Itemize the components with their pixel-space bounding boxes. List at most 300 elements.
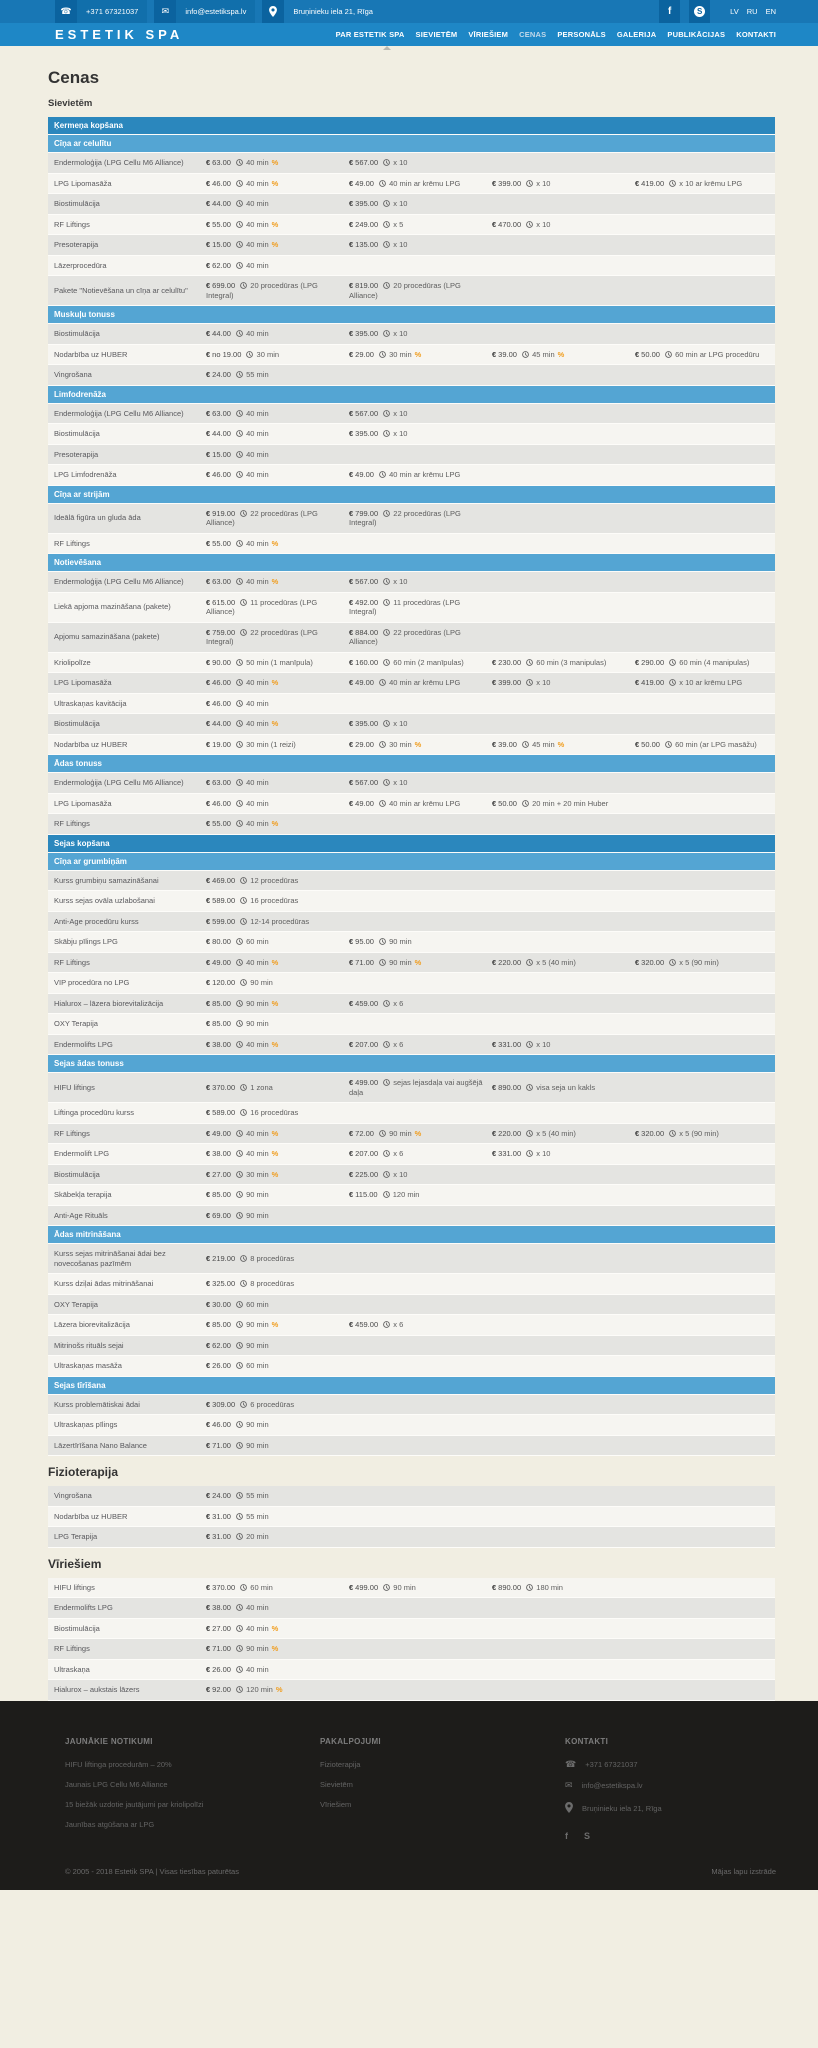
price-value: 890.00 xyxy=(498,1082,524,1092)
price-value: 290.00 xyxy=(641,657,667,667)
price-value: 567.00 xyxy=(355,577,381,586)
price-cell xyxy=(492,1035,635,1055)
euro-icon: € xyxy=(206,627,211,637)
price-info: 90 min xyxy=(387,1128,412,1138)
euro-icon: € xyxy=(349,1582,354,1592)
price-cell xyxy=(492,994,635,1014)
table-row xyxy=(48,953,775,974)
euro-icon: € xyxy=(349,470,354,479)
euro-icon: € xyxy=(206,1664,211,1674)
discount-icon: % xyxy=(557,739,565,749)
service-name: Biostimulācija xyxy=(54,429,100,438)
euro-icon: € xyxy=(206,916,211,926)
nav-item-cenas[interactable]: CENAS xyxy=(519,30,547,39)
price-cell xyxy=(492,256,635,276)
price-info: 12 procedūras xyxy=(248,875,299,885)
discount-icon: % xyxy=(271,1169,279,1179)
service-name: Endermoloģija (LPG Cellu M6 Alliance) xyxy=(54,577,184,586)
price-cell xyxy=(492,194,635,214)
euro-icon: € xyxy=(635,957,640,967)
euro-icon: € xyxy=(206,370,211,379)
price-cell xyxy=(492,365,635,385)
price-cell xyxy=(206,1206,349,1226)
clock-icon xyxy=(236,471,243,478)
footer-service-link[interactable]: Fizioterapija xyxy=(320,1759,361,1769)
clock-icon xyxy=(379,959,386,966)
price-cell xyxy=(349,174,492,194)
price-cell xyxy=(635,1185,775,1205)
euro-icon: € xyxy=(492,657,497,667)
price-cell xyxy=(635,256,775,276)
clock-icon xyxy=(236,241,243,248)
nav-item-publik-cijas[interactable]: PUBLIKĀCIJAS xyxy=(667,30,726,39)
clock-icon xyxy=(240,1084,247,1091)
price-cell xyxy=(635,1124,775,1144)
price-info: 60 min (2 manīpulas) xyxy=(391,657,464,667)
euro-icon: € xyxy=(635,657,640,667)
clock-icon xyxy=(383,221,390,228)
nav-item-v-rie-iem[interactable]: VĪRIEŠIEM xyxy=(468,30,509,39)
envelope-icon: ✉ xyxy=(565,1780,573,1791)
clock-icon xyxy=(383,1584,390,1591)
price-cell xyxy=(349,1598,492,1618)
service-name: Kurss grumbiņu samazināšanai xyxy=(54,875,159,885)
table-row xyxy=(48,504,775,534)
service-name: LPG Lipomasāža xyxy=(54,678,112,687)
topbar-email[interactable] xyxy=(154,0,255,23)
service-name: Lāzerprocedūra xyxy=(54,260,107,270)
site-credit-link[interactable]: Mājas lapu izstrāde xyxy=(711,1866,776,1876)
euro-icon: € xyxy=(206,470,211,479)
price-cell xyxy=(206,1486,349,1506)
price-cell xyxy=(349,1144,492,1164)
price-info: 22 procedūras (LPG Alliance) xyxy=(206,508,318,527)
price-cell xyxy=(635,1295,775,1315)
price-value: 92.00 xyxy=(212,1685,234,1694)
price-cell xyxy=(635,404,775,424)
price-info: 40 min xyxy=(244,778,269,787)
price-value: 370.00 xyxy=(212,1582,238,1592)
price-cell xyxy=(635,345,775,365)
euro-icon: € xyxy=(349,199,354,208)
table-subgroup-header: Sejas ādas tonuss xyxy=(48,1055,775,1073)
main-navbar xyxy=(0,23,818,46)
clock-icon xyxy=(240,897,247,904)
footer-email[interactable]: ✉ info@estetikspa.lv xyxy=(565,1780,643,1791)
price-cell xyxy=(635,1415,775,1435)
price-value: 38.00 xyxy=(212,1149,234,1158)
price-value: 395.00 xyxy=(355,329,381,338)
footer-phone[interactable]: ☎ +371 67321037 xyxy=(565,1759,638,1770)
clock-icon xyxy=(522,800,529,807)
topbar-right xyxy=(650,0,818,23)
price-info: 20 procedūras (LPG Alliance) xyxy=(349,281,461,300)
price-cell xyxy=(492,1144,635,1164)
discount-icon: % xyxy=(271,678,279,687)
clock-icon xyxy=(236,1421,243,1428)
price-value: 29.00 xyxy=(355,349,377,359)
footer-service-link[interactable]: Sievietēm xyxy=(320,1779,353,1789)
clock-icon xyxy=(240,1255,247,1262)
euro-icon: € xyxy=(206,1320,211,1329)
footer-news-link[interactable]: Jaunais LPG Cellu M6 Alliance xyxy=(65,1779,168,1789)
service-name: Ultraskaņas masāža xyxy=(54,1361,122,1370)
clock-icon xyxy=(236,410,243,417)
euro-icon: € xyxy=(206,739,211,749)
price-info: 55 min xyxy=(244,1511,269,1521)
euro-icon: € xyxy=(206,1190,211,1199)
price-table xyxy=(48,117,775,1456)
price-cell xyxy=(349,445,492,465)
price-cell xyxy=(492,953,635,973)
clock-icon xyxy=(236,1686,243,1693)
skype-icon[interactable]: S xyxy=(584,1830,591,1841)
price-cell xyxy=(349,1507,492,1527)
price-info: sejas lejasdaļa vai augšējā daļa xyxy=(349,1078,483,1097)
clock-icon xyxy=(383,578,390,585)
price-value: 320.00 xyxy=(641,1128,667,1138)
price-value: 49.00 xyxy=(212,1128,234,1138)
skype-icon[interactable]: S xyxy=(689,0,710,23)
table-row xyxy=(48,465,775,486)
service-name: LPG Limfodrenāža xyxy=(54,470,117,479)
price-cell xyxy=(635,1144,775,1164)
table-row xyxy=(48,1315,775,1336)
language-option[interactable]: EN xyxy=(765,7,776,16)
price-cell xyxy=(635,1073,775,1102)
price-value: 46.00 xyxy=(212,470,234,479)
price-cell xyxy=(492,572,635,592)
table-row xyxy=(48,794,775,815)
price-value: 220.00 xyxy=(498,957,524,967)
price-cell xyxy=(635,1639,775,1659)
table-row xyxy=(48,324,775,345)
topbar-phone[interactable] xyxy=(55,0,147,23)
clock-icon xyxy=(383,430,390,437)
euro-icon: € xyxy=(349,408,354,418)
clock-icon xyxy=(383,779,390,786)
clock-icon xyxy=(526,1084,533,1091)
clock-icon xyxy=(236,1000,243,1007)
service-name: Endermoloģija (LPG Cellu M6 Alliance) xyxy=(54,158,184,167)
price-value: 44.00 xyxy=(212,199,234,208)
service-name: Anti-Age Rituāls xyxy=(54,1210,108,1220)
price-cell xyxy=(206,1295,349,1315)
price-cell xyxy=(349,932,492,952)
price-info: x 6 xyxy=(391,998,404,1008)
euro-icon: € xyxy=(349,1078,354,1087)
price-cell xyxy=(492,1165,635,1185)
service-name: Ideālā figūra un gluda āda xyxy=(54,513,141,523)
table-row xyxy=(48,1415,775,1436)
price-cell xyxy=(635,735,775,755)
nav-item-person-ls[interactable]: PERSONĀLS xyxy=(557,30,606,39)
price-value: 49.00 xyxy=(355,178,377,188)
service-name: VIP procedūra no LPG xyxy=(54,978,130,987)
euro-icon: € xyxy=(206,1253,211,1263)
service-name: Biostimulācija xyxy=(54,1623,100,1633)
price-cell xyxy=(635,365,775,385)
price-cell xyxy=(492,465,635,485)
euro-icon: € xyxy=(349,1128,354,1138)
price-cell xyxy=(635,814,775,834)
clock-icon xyxy=(236,540,243,547)
price-value: 419.00 xyxy=(641,178,667,188)
price-value: 331.00 xyxy=(498,1039,524,1049)
price-cell xyxy=(635,215,775,235)
service-name: RF Liftings xyxy=(54,957,90,967)
price-cell xyxy=(492,1527,635,1547)
price-cell xyxy=(635,424,775,444)
service-name: OXY Terapija xyxy=(54,1299,98,1309)
price-cell xyxy=(492,1598,635,1618)
euro-icon: € xyxy=(206,678,211,687)
euro-icon: € xyxy=(206,1440,211,1450)
footer-news-link[interactable]: Jaunības atgūšana ar LPG xyxy=(65,1819,155,1829)
euro-icon: € xyxy=(492,349,497,359)
euro-icon: € xyxy=(492,957,497,967)
price-cell xyxy=(492,1315,635,1335)
price-info: x 10 xyxy=(391,240,408,249)
euro-icon: € xyxy=(492,1149,497,1158)
facebook-icon[interactable]: f xyxy=(659,0,680,23)
language-option[interactable]: RU xyxy=(746,7,758,16)
euro-icon: € xyxy=(349,1169,354,1179)
euro-icon: € xyxy=(349,957,354,967)
price-info: visa seja un kakls xyxy=(534,1082,596,1092)
service-name: Liekā apjoma mazināšana (pakete) xyxy=(54,602,171,612)
table-row xyxy=(48,404,775,425)
price-cell xyxy=(349,1578,492,1598)
footer-service-link[interactable]: Vīriešiem xyxy=(320,1799,352,1809)
euro-icon: € xyxy=(349,937,354,946)
price-value: 85.00 xyxy=(212,1320,234,1329)
price-cell xyxy=(492,1356,635,1376)
price-value: 39.00 xyxy=(498,349,520,359)
service-name: Kurss sejas ovāla uzlabošanai xyxy=(54,896,155,905)
service-name: Skābekļa terapija xyxy=(54,1190,112,1199)
price-cell xyxy=(206,404,349,424)
price-value: 50.00 xyxy=(641,349,663,359)
euro-icon: € xyxy=(206,1340,211,1350)
nav-item-kontakti[interactable]: KONTAKTI xyxy=(736,30,776,39)
price-cell xyxy=(206,653,349,673)
price-value: 80.00 xyxy=(212,937,234,946)
euro-icon: € xyxy=(206,1532,211,1541)
price-cell xyxy=(492,534,635,554)
nav-item-sieviet-m[interactable]: SIEVIETĒM xyxy=(415,30,458,39)
service-name: Nodarbība uz HUBER xyxy=(54,739,128,749)
footer-news-link[interactable]: 15 biežāk uzdotie jautājumi par kriolipolīzi xyxy=(65,1799,204,1809)
price-info: 40 min xyxy=(244,678,269,687)
main-menu xyxy=(336,30,776,39)
table-subgroup-header: Notievēšana xyxy=(48,554,775,572)
price-cell xyxy=(635,465,775,485)
table-row xyxy=(48,153,775,174)
price-info: 30 min xyxy=(254,349,280,359)
price-value: 399.00 xyxy=(498,678,524,687)
price-cell xyxy=(492,1415,635,1435)
price-value: 331.00 xyxy=(498,1149,524,1158)
clock-icon xyxy=(526,1130,533,1137)
clock-icon xyxy=(236,938,243,945)
euro-icon: € xyxy=(349,798,354,808)
price-info: x 6 xyxy=(391,1039,404,1049)
price-info: 120 min xyxy=(244,1685,273,1694)
euro-icon: € xyxy=(492,1039,497,1049)
price-cell xyxy=(635,871,775,891)
price-cell xyxy=(492,794,635,814)
price-cell xyxy=(635,1014,775,1034)
clock-icon xyxy=(383,1000,390,1007)
price-cell xyxy=(492,973,635,993)
clock-icon xyxy=(383,410,390,417)
price-table xyxy=(48,1578,775,1701)
discount-icon: % xyxy=(557,349,565,359)
price-cell xyxy=(206,276,349,305)
table-row xyxy=(48,593,775,623)
price-info: 90 min xyxy=(248,978,273,987)
price-info: 30 min xyxy=(387,739,412,749)
price-cell xyxy=(206,465,349,485)
price-info: 180 min xyxy=(534,1582,563,1592)
language-switcher xyxy=(730,0,776,23)
euro-icon: € xyxy=(206,1019,211,1028)
clock-icon xyxy=(240,1109,247,1116)
clock-icon xyxy=(379,679,386,686)
site-logo[interactable]: ESTETIK SPA xyxy=(55,27,184,42)
table-row xyxy=(48,623,775,653)
euro-icon: € xyxy=(206,875,211,885)
clock-icon xyxy=(236,741,243,748)
page-title: Cenas xyxy=(48,68,100,87)
price-cell xyxy=(349,572,492,592)
clock-icon xyxy=(379,938,386,945)
clock-icon xyxy=(236,430,243,437)
price-info: 16 procedūras xyxy=(248,1108,299,1117)
clock-icon xyxy=(526,679,533,686)
table-subgroup-header: Ādas mitrināšana xyxy=(48,1226,775,1244)
price-info: x 10 xyxy=(391,429,408,438)
price-info: 40 min xyxy=(244,719,269,728)
clock-icon xyxy=(665,741,672,748)
discount-icon: % xyxy=(414,349,422,359)
price-info: 22 procedūras (LPG Alliance) xyxy=(349,627,461,646)
discount-icon: % xyxy=(271,178,279,188)
price-info: 40 min xyxy=(244,408,269,418)
footer xyxy=(0,1701,818,1890)
clock-icon xyxy=(526,959,533,966)
price-cell xyxy=(349,404,492,424)
price-info: 20 procedūras (LPG Integral) xyxy=(206,281,318,300)
footer-news-link[interactable]: HIFU liftinga procedurām – 20% xyxy=(65,1759,172,1769)
price-cell xyxy=(492,1507,635,1527)
clock-icon xyxy=(236,1513,243,1520)
price-info: x 6 xyxy=(391,1149,404,1158)
price-value: 135.00 xyxy=(355,240,381,249)
price-info: x 10 ar krēmu LPG xyxy=(677,678,743,687)
price-info: 60 min xyxy=(244,1299,269,1309)
euro-icon: € xyxy=(206,1299,211,1309)
facebook-icon[interactable]: f xyxy=(565,1830,568,1841)
euro-icon: € xyxy=(206,957,211,967)
clock-icon xyxy=(669,659,676,666)
map-pin-icon xyxy=(262,0,284,23)
euro-icon: € xyxy=(492,178,497,188)
price-info: 90 min xyxy=(244,1019,269,1028)
euro-icon: € xyxy=(492,1582,497,1592)
clock-icon xyxy=(246,351,253,358)
clock-icon xyxy=(240,1280,247,1287)
price-cell xyxy=(206,1165,349,1185)
euro-icon: € xyxy=(206,260,211,270)
euro-icon: € xyxy=(349,1320,354,1329)
map-pin-icon xyxy=(565,1802,573,1815)
price-cell xyxy=(206,1639,349,1659)
price-value: 50.00 xyxy=(498,798,520,808)
clock-icon xyxy=(240,1584,247,1591)
table-subgroup-header: Sejas tīrīšana xyxy=(48,1377,775,1395)
price-info: 60 min (4 manipulas) xyxy=(677,657,750,667)
price-value: 38.00 xyxy=(212,1603,234,1612)
price-info: 40 min xyxy=(244,819,269,828)
table-row xyxy=(48,1680,775,1701)
price-cell xyxy=(635,1619,775,1639)
price-value: 31.00 xyxy=(212,1532,234,1541)
service-name: Endermolifts LPG xyxy=(54,1039,113,1049)
service-name: Skābju pīlings LPG xyxy=(54,937,118,946)
price-value: 492.00 xyxy=(355,597,381,607)
clock-icon xyxy=(236,1212,243,1219)
table-row xyxy=(48,1165,775,1186)
price-value: 27.00 xyxy=(212,1623,234,1633)
language-option[interactable]: LV xyxy=(730,7,739,16)
price-info: 8 procedūras xyxy=(248,1279,295,1288)
table-row xyxy=(48,1660,775,1681)
price-cell xyxy=(206,1185,349,1205)
price-cell xyxy=(206,235,349,255)
price-info: x 10 ar krēmu LPG xyxy=(677,178,743,188)
table-row xyxy=(48,1507,775,1528)
price-cell xyxy=(349,593,492,622)
phone-icon: ☎ xyxy=(55,0,77,23)
nav-item-galerija[interactable]: GALERIJA xyxy=(616,30,657,39)
service-name: Endermolifts LPG xyxy=(54,1603,113,1612)
price-info: x 10 xyxy=(391,408,408,418)
table-subgroup-header: Ādas tonuss xyxy=(48,755,775,773)
price-cell xyxy=(349,973,492,993)
price-cell xyxy=(349,1336,492,1356)
clock-icon xyxy=(236,1301,243,1308)
clock-icon xyxy=(236,959,243,966)
price-value: 44.00 xyxy=(212,429,234,438)
price-value: 459.00 xyxy=(355,998,381,1008)
service-name: Pakete "Notievēšana un cīņa ar celulītu" xyxy=(54,285,188,295)
price-info: 90 min xyxy=(244,998,269,1008)
price-value: 30.00 xyxy=(212,1299,234,1309)
euro-icon: € xyxy=(349,597,354,607)
euro-icon: € xyxy=(206,698,211,708)
price-value: 46.00 xyxy=(212,798,234,808)
service-name: Kurss dziļai ādas mitrināšanai xyxy=(54,1279,154,1288)
price-cell xyxy=(349,324,492,344)
euro-icon: € xyxy=(206,219,211,229)
price-value: 419.00 xyxy=(641,678,667,687)
price-cell xyxy=(492,1395,635,1415)
table-row xyxy=(48,1598,775,1619)
price-cell xyxy=(206,1356,349,1376)
nav-item-par-estetik-spa[interactable]: PAR ESTETIK SPA xyxy=(335,30,405,39)
